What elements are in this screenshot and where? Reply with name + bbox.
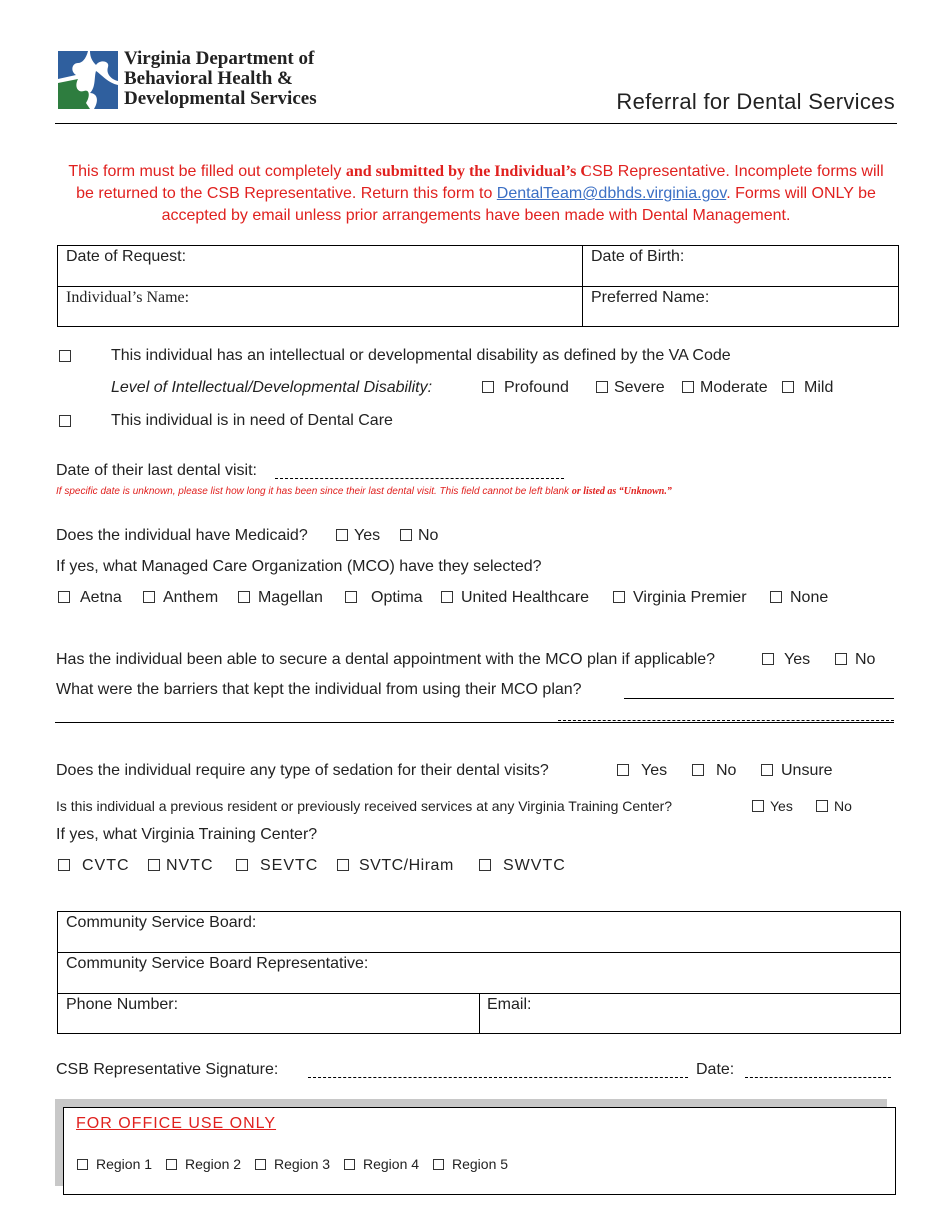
dental-care-checkbox[interactable]: [59, 415, 71, 427]
barriers-input-line-1[interactable]: [624, 698, 894, 699]
region-label: Region 1: [96, 1156, 153, 1172]
training-center-yes-option[interactable]: [752, 798, 793, 814]
barriers-input-line-2[interactable]: [55, 722, 894, 723]
last-visit-input[interactable]: [275, 478, 564, 479]
option-label: Virginia Premier: [633, 589, 747, 606]
region-3-option[interactable]: [255, 1156, 330, 1172]
office-use-title: FOR OFFICE USE ONLY: [76, 1115, 277, 1132]
disability-checkbox[interactable]: [59, 350, 71, 362]
option-label: No: [418, 527, 439, 544]
level-moderate-option[interactable]: [682, 379, 768, 397]
center-sevtc-option[interactable]: [236, 857, 318, 875]
org-line-3: Developmental Services: [124, 88, 317, 109]
option-label: Magellan: [258, 589, 323, 606]
last-visit-note: [56, 486, 672, 497]
option-label: NVTC: [166, 857, 214, 874]
dbhds-logo-icon: [56, 49, 120, 111]
checkbox-icon[interactable]: [617, 764, 629, 776]
mco-magellan-option[interactable]: [238, 589, 323, 607]
signature-label: CSB Representative Signature:: [56, 1061, 279, 1078]
center-cvtc-option[interactable]: [58, 857, 130, 875]
individual-info-table: [57, 245, 899, 327]
notice-part-3: SB Representative. Incomplete forms will be returned to the CSB Representative. Return this form to: [76, 163, 884, 202]
signature-date-input[interactable]: [745, 1077, 891, 1078]
training-center-question: Is this individual a previous resident or previously received services at any Virginia Training Center?: [56, 798, 673, 814]
last-visit-note-part-1: If specific date is unknown, please list how long it has been since their last dental visit. This field cannot be left blank: [56, 486, 570, 497]
center-svtc-hiram-option[interactable]: [337, 857, 454, 875]
option-label: SWVTC: [503, 857, 566, 874]
checkbox-icon[interactable]: [761, 764, 773, 776]
appointment-yes-option[interactable]: [762, 651, 810, 669]
option-label: Yes: [784, 651, 811, 668]
checkbox-icon[interactable]: [58, 591, 70, 603]
table2-vertical-divider: [479, 993, 480, 1033]
level-label: Severe: [614, 379, 665, 396]
signature-date-label: Date:: [696, 1061, 735, 1078]
checkbox-icon[interactable]: [682, 381, 694, 393]
dental-team-email-link[interactable]: DentalTeam@dbhds.virginia.gov: [496, 185, 727, 202]
checkbox-icon[interactable]: [770, 591, 782, 603]
medicaid-question: Does the individual have Medicaid?: [56, 527, 308, 544]
barriers-input-line-2-dashes: [558, 720, 894, 721]
medicaid-yes-option[interactable]: [336, 527, 380, 545]
center-nvtc-option[interactable]: [148, 857, 214, 875]
sedation-yes-option[interactable]: [617, 762, 667, 780]
appointment-no-option[interactable]: [835, 651, 875, 669]
option-label: Optima: [371, 589, 423, 606]
checkbox-icon[interactable]: [782, 381, 794, 393]
checkbox-icon[interactable]: [596, 381, 608, 393]
option-label: No: [716, 762, 737, 779]
option-label: Unsure: [781, 762, 833, 779]
office-use-box: [63, 1107, 896, 1195]
level-severe-option[interactable]: [596, 379, 665, 397]
level-label: Profound: [504, 379, 569, 396]
checkbox-icon[interactable]: [441, 591, 453, 603]
checkbox-icon[interactable]: [166, 1159, 177, 1170]
phone-number-field[interactable]: Phone Number:: [66, 996, 179, 1013]
form-title: Referral for Dental Services: [616, 89, 895, 114]
option-label: CVTC: [82, 857, 130, 874]
level-label: Moderate: [700, 379, 768, 396]
csb-representative-field[interactable]: Community Service Board Representative:: [66, 955, 369, 972]
sedation-no-option[interactable]: [692, 762, 736, 780]
checkbox-icon[interactable]: [752, 800, 764, 812]
mco-optima-option[interactable]: [345, 589, 423, 607]
org-line-2: Behavioral Health &: [124, 68, 293, 89]
mco-aetna-option[interactable]: [58, 589, 122, 607]
appointment-question: Has the individual been able to secure a dental appointment with the MCO plan if applicable?: [56, 651, 716, 668]
option-label: Anthem: [163, 589, 219, 606]
region-1-option[interactable]: [77, 1156, 152, 1172]
preferred-name-field[interactable]: Preferred Name:: [591, 289, 710, 306]
option-label: SVTC/Hiram: [359, 857, 454, 874]
signature-input[interactable]: [308, 1077, 688, 1078]
checkbox-icon[interactable]: [143, 591, 155, 603]
table1-horizontal-divider: [58, 286, 898, 287]
disability-level-label: Level of Intellectual/Developmental Disability:: [111, 379, 433, 396]
csb-info-table: [57, 911, 901, 1034]
level-mild-option[interactable]: [782, 379, 833, 397]
checkbox-icon[interactable]: [482, 381, 494, 393]
option-label: No: [855, 651, 876, 668]
checkbox-icon[interactable]: [148, 859, 160, 871]
option-label: Aetna: [80, 589, 122, 606]
notice-part-2: and submitted by the Individual’s C: [345, 163, 592, 180]
checkbox-icon[interactable]: [479, 859, 491, 871]
checkbox-icon[interactable]: [762, 653, 774, 665]
checkbox-icon[interactable]: [336, 529, 348, 541]
option-label: Yes: [354, 527, 381, 544]
region-label: Region 2: [185, 1156, 242, 1172]
checkbox-icon[interactable]: [344, 1159, 355, 1170]
last-visit-label: Date of their last dental visit:: [56, 462, 257, 479]
date-of-birth-field[interactable]: Date of Birth:: [591, 248, 685, 265]
medicaid-no-option[interactable]: [400, 527, 438, 545]
region-2-option[interactable]: [166, 1156, 241, 1172]
checkbox-icon[interactable]: [613, 591, 625, 603]
mco-united-healthcare-option[interactable]: [441, 589, 589, 607]
region-label: Region 3: [274, 1156, 331, 1172]
checkbox-icon[interactable]: [238, 591, 250, 603]
option-label: None: [790, 589, 829, 606]
checkbox-icon[interactable]: [400, 529, 412, 541]
level-label: Mild: [804, 379, 834, 396]
notice-text: [58, 161, 894, 227]
region-5-option[interactable]: [433, 1156, 508, 1172]
level-profound-option[interactable]: [482, 379, 569, 397]
region-4-option[interactable]: [344, 1156, 419, 1172]
notice-part-1: This form must be filled out completely: [68, 163, 342, 180]
mco-anthem-option[interactable]: [143, 589, 218, 607]
sedation-question: Does the individual require any type of sedation for their dental visits?: [56, 762, 549, 779]
mco-none-option[interactable]: [770, 589, 828, 607]
individuals-name-field[interactable]: Individual’s Name:: [66, 289, 190, 306]
option-label: Yes: [770, 798, 793, 814]
notice-part-4: . Forms will ONLY be accepted by email unless prior arrangements have been made with Dental Management.: [161, 185, 876, 224]
barriers-question: What were the barriers that kept the individual from using their MCO plan?: [56, 681, 582, 698]
header-rule: [55, 123, 897, 124]
table2-divider-1: [58, 952, 900, 953]
date-of-request-field[interactable]: Date of Request:: [66, 248, 187, 265]
email-field[interactable]: Email:: [487, 996, 532, 1013]
training-center-no-option[interactable]: [816, 798, 852, 814]
mco-virginia-premier-option[interactable]: [613, 589, 747, 607]
option-label: SEVTC: [260, 857, 319, 874]
checkbox-icon[interactable]: [835, 653, 847, 665]
checkbox-icon[interactable]: [345, 591, 357, 603]
training-center-which: If yes, what Virginia Training Center?: [56, 826, 318, 843]
checkbox-icon[interactable]: [58, 859, 70, 871]
option-label: United Healthcare: [461, 589, 590, 606]
checkbox-icon[interactable]: [236, 859, 248, 871]
checkbox-icon[interactable]: [337, 859, 349, 871]
disability-statement: This individual has an intellectual or developmental disability as defined by the VA Code: [111, 347, 731, 364]
mco-question: If yes, what Managed Care Organization (MCO) have they selected?: [56, 558, 542, 575]
sedation-unsure-option[interactable]: [761, 762, 833, 780]
center-swvtc-option[interactable]: [479, 857, 566, 875]
checkbox-icon[interactable]: [692, 764, 704, 776]
option-label: Yes: [641, 762, 668, 779]
region-label: Region 4: [363, 1156, 420, 1172]
last-visit-note-part-2: or listed as “Unknown.”: [571, 486, 672, 497]
option-label: No: [834, 798, 852, 814]
csb-field[interactable]: Community Service Board:: [66, 914, 257, 931]
org-line-1: Virginia Department of: [124, 48, 315, 69]
org-name: [124, 49, 317, 109]
region-label: Region 5: [452, 1156, 509, 1172]
checkbox-icon[interactable]: [433, 1159, 444, 1170]
checkbox-icon[interactable]: [77, 1159, 88, 1170]
dental-care-statement: This individual is in need of Dental Care: [111, 412, 393, 429]
checkbox-icon[interactable]: [816, 800, 828, 812]
checkbox-icon[interactable]: [255, 1159, 266, 1170]
